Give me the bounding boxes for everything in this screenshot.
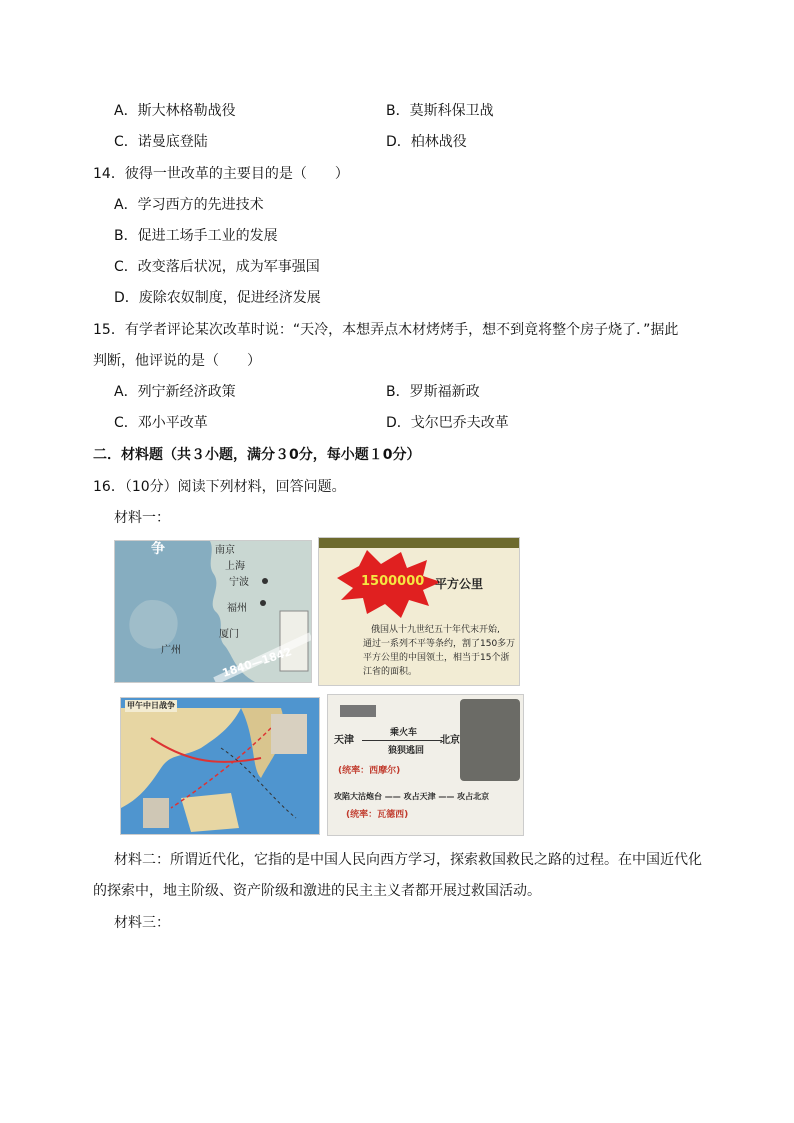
map1-city-fuzhou: 福州 bbox=[227, 603, 247, 614]
q14-option-c: C．改变落后状况，成为军事强国 bbox=[114, 259, 320, 275]
russia-text-2: 通过一系列不平等条约，割了150多万 bbox=[363, 639, 516, 649]
city-beijing: 北京 bbox=[440, 735, 460, 746]
material3-label: 材料三： bbox=[114, 915, 170, 931]
russia-text-3: 平方公里的中国领土，相当于15个浙 bbox=[363, 653, 510, 663]
map1-city-xiamen: 厦门 bbox=[219, 629, 239, 640]
war-map-title: 甲午中日战争 bbox=[127, 701, 175, 710]
label-train: 乘火车 bbox=[390, 728, 418, 738]
q14-option-d: D．废除农奴制度，促进经济发展 bbox=[114, 290, 321, 306]
material2-line1: 材料二：所谓近代化，它指的是中国人民向西方学习，探索救国救民之路的过程。在中国近代化 bbox=[114, 852, 702, 868]
q15-option-b: B．罗斯福新政 bbox=[386, 384, 480, 400]
q13-option-b: B．莫斯科保卫战 bbox=[386, 103, 494, 119]
q14-option-b: B．促进工场手工业的发展 bbox=[114, 228, 278, 244]
allied-forces-route-image bbox=[327, 694, 524, 836]
label-retreat: 狼狈逃回 bbox=[388, 746, 425, 756]
burst-unit: 平方公里 bbox=[435, 577, 484, 591]
war-map-graphic bbox=[121, 698, 319, 834]
q16-stem: 16．（10分）阅读下列材料，回答问题。 bbox=[93, 479, 346, 495]
q13-option-d: D．柏林战役 bbox=[386, 134, 467, 150]
map1-city-ningbo: 宁波 bbox=[229, 577, 249, 588]
portrait-graphic bbox=[460, 699, 520, 781]
q14-option-a: A．学习西方的先进技术 bbox=[114, 197, 264, 213]
russia-text-1: 俄国从十九世纪五十年代末开始, bbox=[371, 625, 500, 635]
material2-line2: 的探索中，地主阶级、资产阶级和激进的民主主义者都开展过救国活动。 bbox=[93, 883, 541, 899]
q15-stem-line2: 判断，他评说的是（ ） bbox=[93, 353, 261, 369]
map1-city-guangzhou: 广州 bbox=[161, 645, 181, 656]
section-heading: 二．材料题（共３小题，满分３0分，每小题１0分） bbox=[93, 447, 421, 463]
route-arrow-line bbox=[362, 740, 442, 741]
russia-territory-image bbox=[318, 537, 520, 686]
q13-option-c: C．诺曼底登陆 bbox=[114, 134, 208, 150]
material1-label: 材料一： bbox=[114, 510, 170, 526]
russia-text-4: 江省的面积。 bbox=[363, 667, 418, 677]
map1-city-shanghai: 上海 bbox=[225, 561, 245, 572]
q13-option-a: A．斯大林格勒战役 bbox=[114, 103, 236, 119]
q15-stem-line1: 15．有学者评论某次改革时说：“天冷，本想弄点木材烤烤手，想不到竟将整个房子烧了．”据此 bbox=[93, 322, 679, 338]
map1-city-nanjing: 南京 bbox=[215, 545, 235, 556]
opium-war-map-image bbox=[114, 540, 312, 683]
map1-tag: 争 bbox=[151, 541, 165, 557]
q15-option-c: C．邓小平改革 bbox=[114, 415, 208, 431]
commander-waldersee: (统率：瓦德西) bbox=[346, 810, 409, 820]
q15-option-d: D．戈尔巴乔夫改革 bbox=[386, 415, 509, 431]
sino-japanese-war-map-image bbox=[120, 697, 320, 835]
city-tianjin: 天津 bbox=[334, 735, 354, 746]
q14-stem: 14．彼得一世改革的主要目的是（ ） bbox=[93, 166, 349, 182]
image4-tag-box bbox=[340, 705, 376, 717]
q15-option-a: A．列宁新经济政策 bbox=[114, 384, 236, 400]
map1-years: 1840—1842 bbox=[220, 645, 294, 680]
commander-seymour: (统率：西摩尔) bbox=[338, 766, 401, 776]
burst-number: 1500000 bbox=[361, 574, 425, 589]
route-sequence: 攻陷大沽炮台 —— 攻占天津 —— 攻占北京 bbox=[334, 792, 490, 801]
